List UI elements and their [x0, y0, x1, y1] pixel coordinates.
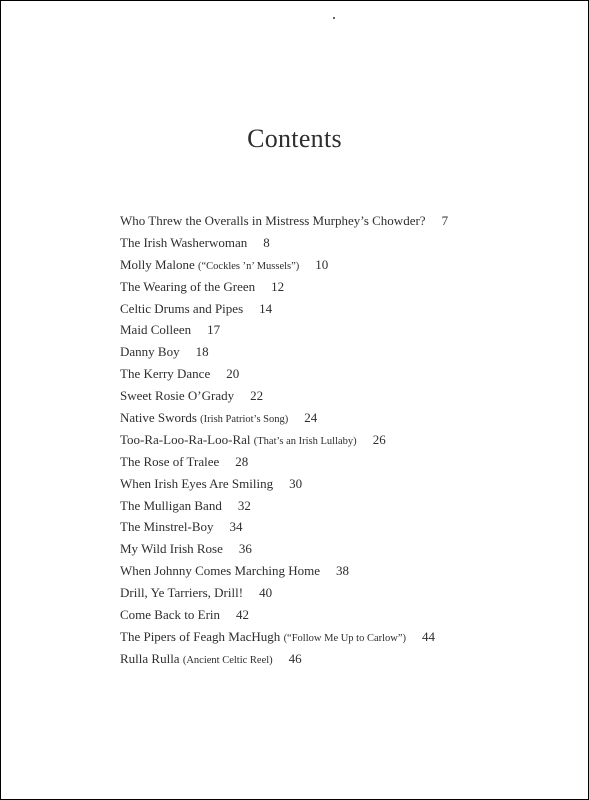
toc-entry	[120, 298, 448, 320]
toc-entry-subtitle: (That’s an Irish Lullaby)	[253, 435, 357, 447]
toc-entry-page-number: 22	[250, 388, 264, 404]
toc-entry-title: Who Threw the Overalls in Mistress Murphey’s Chowder?	[120, 213, 426, 228]
toc-entry	[120, 210, 448, 232]
toc-entry-title: The Wearing of the Green	[120, 278, 256, 294]
toc-entry-page-number: 38	[336, 563, 350, 579]
paper-speck	[333, 17, 335, 19]
toc-entry-page-number: 44	[422, 628, 436, 644]
toc-entry	[120, 429, 448, 451]
toc-entry-page-number: 17	[207, 322, 221, 338]
toc-entry-title: Native Swords	[120, 410, 197, 426]
toc-entry	[120, 232, 448, 254]
toc-entry-title: When Irish Eyes Are Smiling	[120, 475, 274, 491]
toc-entry	[120, 582, 448, 604]
toc-entry-title: The Minstrel-Boy	[120, 519, 214, 535]
toc-entry	[120, 385, 448, 407]
toc-entry-page-number: 26	[372, 431, 386, 447]
toc-entry-title: When Johnny Comes Marching Home	[120, 563, 321, 579]
toc-entry-page-number: 36	[238, 541, 252, 557]
toc-entry-title: The Rose of Tralee	[120, 453, 220, 469]
toc-entry	[120, 341, 448, 363]
toc-entry-page-number: 18	[195, 344, 209, 360]
toc-entry-title: Celtic Drums and Pipes	[120, 300, 244, 316]
toc-entry-title: The Mulligan Band	[120, 497, 222, 513]
table-of-contents	[120, 210, 448, 670]
toc-entry-title: My Wild Irish Rose	[120, 541, 223, 557]
toc-entry-page-number: 40	[259, 585, 273, 601]
toc-entry-title: Molly Malone	[120, 256, 195, 272]
toc-entry-title: Drill, Ye Tarriers, Drill!	[120, 585, 244, 601]
toc-entry-page-number: 12	[271, 278, 285, 294]
toc-entry-title: Come Back to Erin	[120, 607, 221, 623]
toc-entry	[120, 538, 448, 560]
toc-entry-subtitle: (Ancient Celtic Reel)	[182, 654, 273, 666]
toc-entry-title: Danny Boy	[120, 344, 180, 360]
toc-entry-subtitle: (Irish Patriot’s Song)	[200, 414, 289, 426]
toc-entry	[120, 451, 448, 473]
toc-entry	[120, 407, 448, 429]
toc-entry	[120, 363, 448, 385]
page-title: Contents	[247, 124, 342, 153]
toc-entry-page-number: 32	[237, 497, 251, 513]
toc-entry-title: The Irish Washerwoman	[120, 234, 248, 250]
toc-entry-page-number: 14	[259, 300, 273, 316]
toc-entry	[120, 254, 448, 276]
toc-entry-title: Rulla Rulla	[120, 650, 180, 666]
toc-entry	[120, 495, 448, 517]
toc-entry-page-number: 20	[226, 366, 240, 382]
toc-entry-page-number: 30	[289, 475, 303, 491]
toc-entry-page-number: 34	[229, 519, 243, 535]
toc-entry	[120, 516, 448, 538]
toc-entry-page-number: 28	[235, 453, 249, 469]
toc-entry	[120, 319, 448, 341]
toc-entry-title: Too-Ra-Loo-Ra-Loo-Ral	[120, 431, 251, 447]
toc-entry-title: The Pipers of Feagh MacHugh	[120, 628, 281, 644]
toc-entry	[120, 604, 448, 626]
toc-entry	[120, 473, 448, 495]
toc-entry	[120, 626, 448, 648]
toc-entry-page-number: 46	[288, 650, 302, 666]
toc-entry-page-number: 24	[304, 410, 318, 426]
toc-entry	[120, 276, 448, 298]
toc-entry	[120, 560, 448, 582]
toc-entry-title: Maid Colleen	[120, 322, 192, 338]
toc-entry-page-number: 42	[236, 607, 250, 623]
toc-entry-subtitle: (“Follow Me Up to Carlow”)	[283, 632, 407, 644]
toc-entry-page-number: 8	[263, 234, 270, 250]
toc-entry-page-number: 10	[315, 256, 329, 272]
toc-entry-title: Sweet Rosie O’Grady	[120, 388, 235, 404]
toc-entry-title: The Kerry Dance	[120, 366, 211, 382]
toc-entry	[120, 648, 448, 670]
toc-entry-subtitle: (“Cockles ’n’ Mussels”)	[198, 260, 300, 272]
toc-entry-page-number: 7	[441, 213, 449, 228]
